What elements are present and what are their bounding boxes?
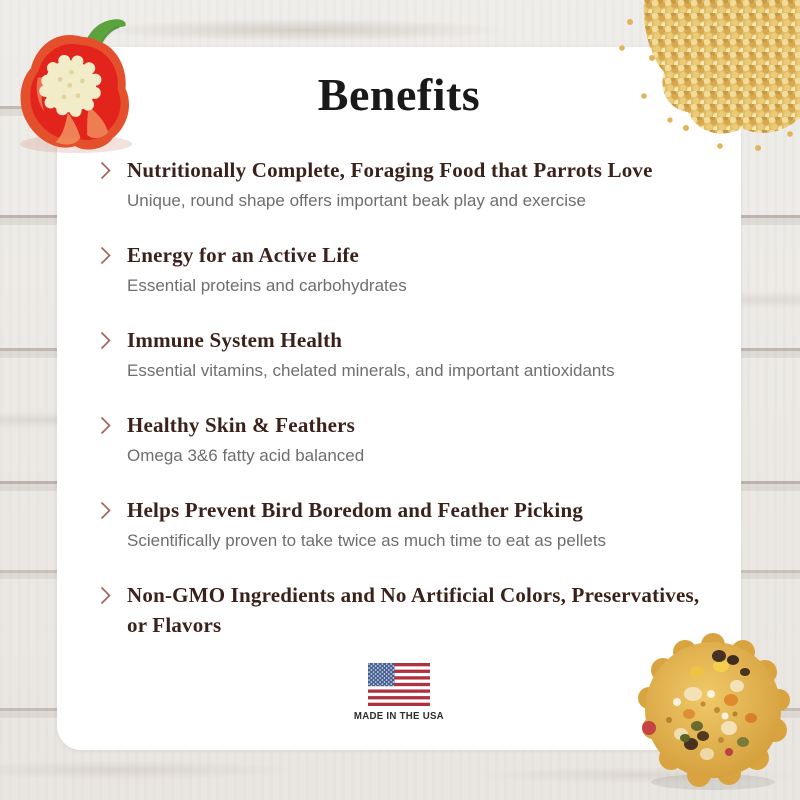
benefit-heading: Non-GMO Ingredients and No Artificial Colors, Preservatives, or Flavors [127, 583, 700, 637]
usa-flag-icon [368, 663, 430, 706]
benefit-description: Essential vitamins, chelated minerals, and important antioxidants [127, 361, 615, 380]
benefit-item [100, 495, 705, 552]
benefit-description: Omega 3&6 fatty acid balanced [127, 446, 365, 465]
chevron-right-icon [100, 155, 127, 185]
chevron-right-icon [100, 325, 127, 355]
benefit-description: Unique, round shape offers important beak play and exercise [127, 191, 586, 210]
made-in-usa-badge [57, 663, 741, 724]
benefit-item [100, 410, 705, 467]
page-title: Benefits [317, 69, 481, 120]
benefit-item [100, 155, 705, 212]
chevron-right-icon [100, 580, 127, 610]
benefit-heading: Energy for an Active Life [127, 243, 360, 267]
chevron-right-icon [100, 240, 127, 270]
chevron-right-icon [100, 495, 127, 525]
benefit-heading: Healthy Skin & Feathers [127, 413, 356, 437]
benefit-heading: Helps Prevent Bird Boredom and Feather Picking [127, 498, 584, 522]
benefit-item [100, 240, 705, 297]
benefit-description: Essential proteins and carbohydrates [127, 276, 407, 295]
benefits-card [57, 47, 741, 750]
benefit-item [100, 325, 705, 382]
chevron-right-icon [100, 410, 127, 440]
benefit-item [100, 580, 705, 640]
benefit-heading: Immune System Health [127, 328, 343, 352]
benefit-description: Scientifically proven to take twice as much time to eat as pellets [127, 531, 607, 550]
benefits-list [100, 155, 705, 668]
benefit-heading: Nutritionally Complete, Foraging Food that Parrots Love [127, 158, 653, 182]
made-in-usa-label: MADE IN THE USA [353, 710, 445, 722]
